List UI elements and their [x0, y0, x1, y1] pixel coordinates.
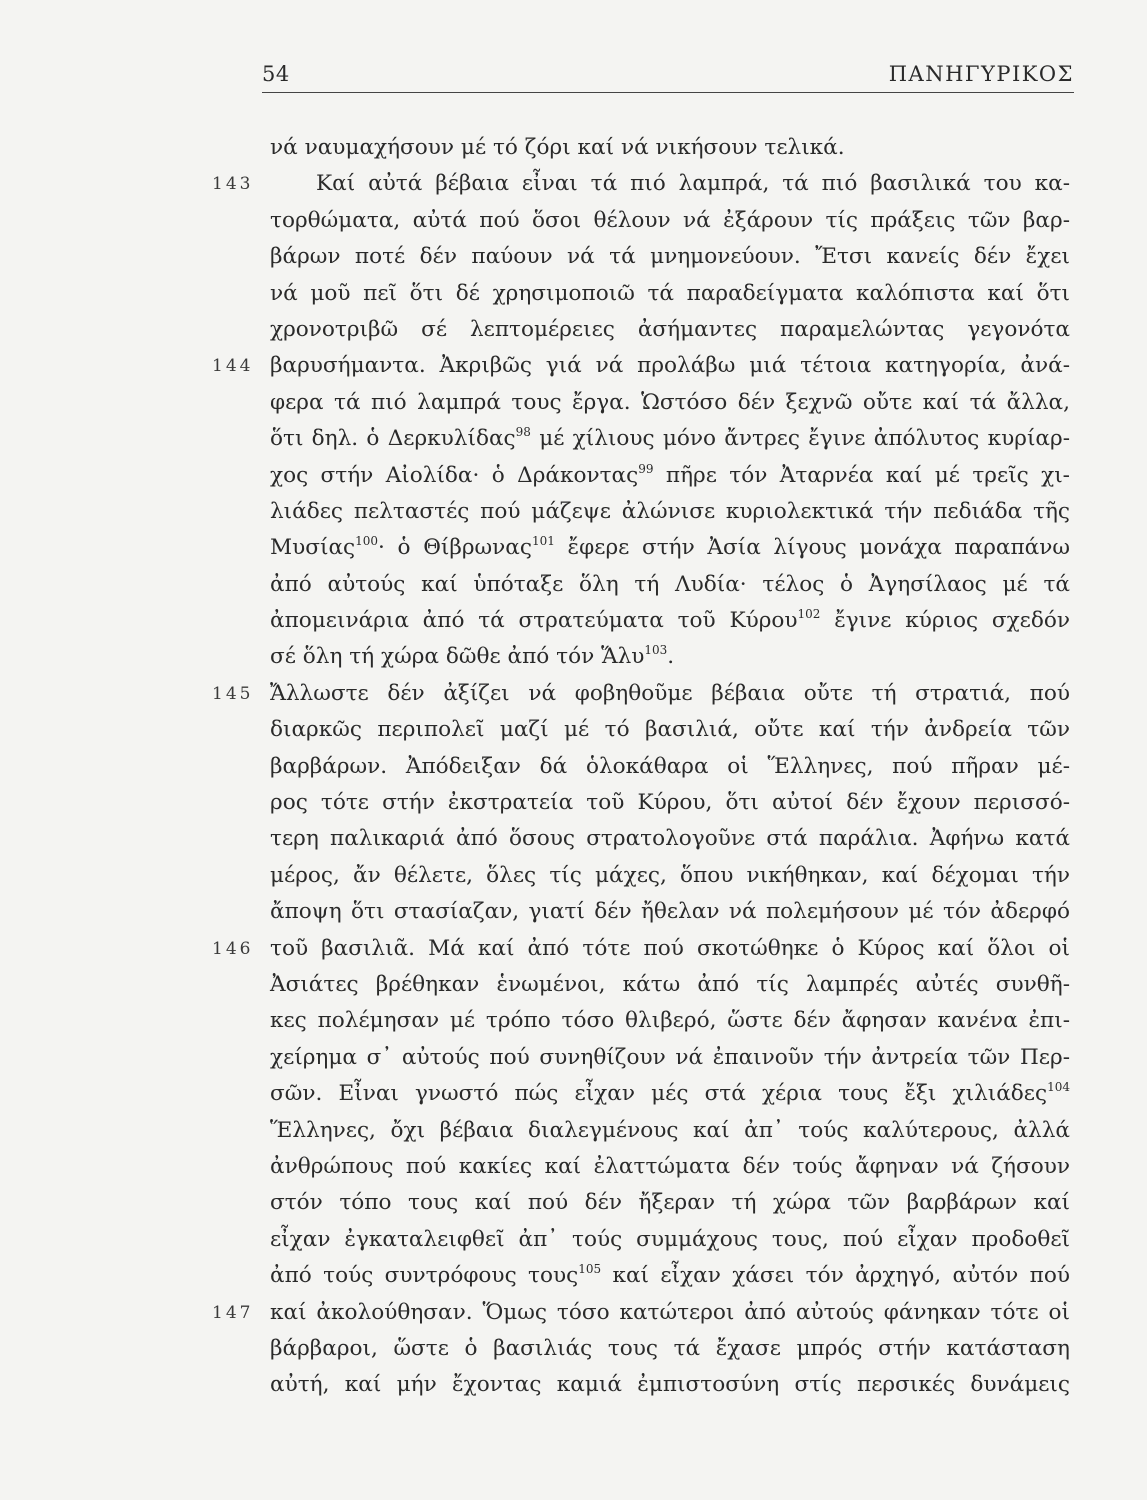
text-segment: χρονοτριβῶ σέ λεπτομέρειες ἀσήμαντες παραμελώντας γεγονότα — [270, 316, 1070, 342]
text-segment: σέ ὅλη τή χώρα δῶθε ἀπό τόν Ἅλυ — [270, 644, 645, 670]
text-segment: τερη παλικαριά ἀπό ὅσους στρατολογοῦνε στά παράλια. Ἀφήνω κατά — [270, 826, 1070, 852]
text-line — [270, 712, 1070, 748]
text-line — [270, 1076, 1070, 1112]
text-line — [270, 858, 1070, 894]
text-segment: βαρυσήμαντα. Ἀκριβῶς γιά νά προλάβω μιά τέτοια κατηγορία, ἀνά- — [270, 353, 1070, 379]
text-line — [212, 166, 1070, 202]
footnote-ref: 101 — [531, 534, 555, 549]
text-line — [212, 931, 1070, 967]
text-line — [212, 348, 1070, 384]
footnote-ref: 102 — [797, 607, 821, 622]
text-line — [270, 567, 1070, 603]
text-segment: αὐτή, καί μήν ἔχοντας καμιά ἐμπιστοσύνη στίς περσικές δυνάμεις — [270, 1372, 1070, 1398]
text-segment: εἶχαν ἐγκαταλειφθεῖ ἀπ᾽ τούς συμμάχους τους, πού εἶχαν προδοθεῖ — [270, 1226, 1070, 1252]
text-segment: ἔγινε κύριος σχεδόν — [820, 608, 1071, 634]
text-line — [270, 130, 1070, 166]
text-segment: τοῦ βασιλιᾶ. Μά καί ἀπό τότε πού σκοτώθηκε ὁ Κύρος καί ὅλοι οἱ — [270, 935, 1070, 961]
text-segment: λιάδες πελταστές πού μάζεψε ἀλώνισε κυριολεκτικά τήν πεδιάδα τῆς — [270, 498, 1070, 524]
text-segment: μέ χίλιους μόνο ἄντρες ἔγινε ἀπόλυτος κυρίαρ- — [530, 426, 1070, 452]
text-segment: ἔφερε στήν Ἀσία λίγους μονάχα παραπάνω — [554, 535, 1070, 561]
text-segment: Μυσίας — [270, 535, 356, 561]
footnote-ref: 105 — [578, 1262, 602, 1277]
text-line — [212, 676, 1070, 712]
text-line — [270, 276, 1070, 312]
text-segment: Ἀσιάτες βρέθηκαν ἑνωμένοι, κάτω ἀπό τίς λαμπρές αὐτές συνθῆ- — [270, 971, 1070, 997]
text-line — [270, 203, 1070, 239]
text-segment: πῆρε τόν Ἀταρνέα καί μέ τρεῖς χι- — [653, 462, 1070, 488]
text-segment: Ἕλληνες, ὄχι βέβαια διαλεγμένους καί ἀπ᾽ τούς καλύτερους, ἀλλά — [270, 1117, 1070, 1143]
page-header — [262, 58, 1074, 93]
text-segment: . — [667, 644, 675, 670]
text-line — [270, 603, 1070, 639]
section-number: 143 — [212, 174, 254, 195]
text-line — [270, 385, 1070, 421]
section-number: 147 — [212, 1302, 254, 1323]
text-line — [212, 1295, 1070, 1331]
text-line — [270, 1003, 1070, 1039]
running-title: ΠΑΝΗΓΥΡΙΚΟΣ — [888, 62, 1074, 86]
text-segment: νά μοῦ πεῖ ὅτι δέ χρησιμοποιῶ τά παραδείγματα καλόπιστα καί ὅτι — [270, 280, 1070, 306]
text-line — [270, 530, 1070, 566]
text-line — [270, 1185, 1070, 1221]
section-number: 145 — [212, 683, 254, 704]
text-line — [270, 967, 1070, 1003]
text-line — [270, 1149, 1070, 1185]
body-text — [212, 130, 1071, 1404]
text-segment: μέρος, ἄν θέλετε, ὅλες τίς μάχες, ὅπου νικήθηκαν, καί δέχομαι τήν — [270, 862, 1070, 888]
section-number: 146 — [212, 938, 254, 959]
text-line — [270, 785, 1070, 821]
text-segment: ρος τότε στήν ἐκστρατεία τοῦ Κύρου, ὅτι αὐτοί δέν ἔχουν περισσό- — [270, 790, 1070, 816]
text-line — [270, 421, 1070, 457]
text-line — [270, 1258, 1070, 1294]
text-line — [270, 821, 1070, 857]
text-line — [270, 458, 1070, 494]
section-number: 144 — [212, 356, 254, 377]
text-segment: Ἄλλωστε δέν ἀξίζει νά φοβηθοῦμε βέβαια οὔτε τή στρατιά, πού — [270, 680, 1070, 706]
text-segment: ὅτι δηλ. ὁ Δερκυλίδας — [270, 426, 516, 452]
text-segment: ἀπό τούς συντρόφους τους — [270, 1263, 579, 1289]
text-segment: καί εἶχαν χάσει τόν ἀρχηγό, αὐτόν πού — [601, 1263, 1070, 1289]
text-line — [270, 1040, 1070, 1076]
text-line — [270, 1113, 1070, 1149]
footnote-ref: 104 — [1047, 1080, 1070, 1095]
footnote-ref: 100 — [355, 534, 379, 549]
text-segment: Καί αὐτά βέβαια εἶναι τά πιό λαμπρά, τά πιό βασιλικά του κα- — [316, 171, 1070, 197]
text-segment: ἀπό αὐτούς καί ὑπόταξε ὅλη τή Λυδία· τέλος ὁ Ἀγησίλαος μέ τά — [270, 571, 1070, 597]
footnote-ref: 103 — [644, 643, 668, 658]
text-segment: καί ἀκολούθησαν. Ὅμως τόσο κατώτεροι ἀπό αὐτούς φάνηκαν τότε οἱ — [270, 1299, 1070, 1325]
text-segment: στόν τόπο τους καί πού δέν ἤξεραν τή χώρα τῶν βαρβάρων καί — [270, 1190, 1070, 1216]
text-line — [270, 1222, 1070, 1258]
text-segment: βάρων ποτέ δέν παύουν νά τά μνημονεύουν. Ἔτσι κανείς δέν ἔχει — [270, 244, 1070, 270]
text-segment: ἄποψη ὅτι στασίαζαν, γιατί δέν ἤθελαν νά πολεμήσουν μέ τόν ἀδερφό — [270, 899, 1070, 925]
text-line — [270, 749, 1070, 785]
text-segment: βάρβαροι, ὥστε ὁ βασιλιάς τους τά ἔχασε μπρός στήν κατάσταση — [270, 1335, 1070, 1361]
text-line — [270, 894, 1070, 930]
text-segment: χείρημα σ᾽ αὐτούς πού συνηθίζουν νά ἐπαινοῦν τήν ἀντρεία τῶν Περ- — [270, 1044, 1070, 1070]
text-segment: ἀνθρώπους πού κακίες καί ἐλαττώματα δέν τούς ἄφηναν νά ζήσουν — [270, 1153, 1070, 1179]
text-segment: φερα τά πιό λαμπρά τους ἔργα. Ὡστόσο δέν ξεχνῶ οὔτε καί τά ἄλλα, — [270, 389, 1070, 415]
text-segment: · ὁ Θίβρωνας — [378, 535, 532, 561]
text-line — [270, 312, 1070, 348]
text-line — [270, 494, 1070, 530]
footnote-ref: 99 — [638, 461, 654, 476]
text-line — [270, 639, 1070, 675]
text-segment: διαρκῶς περιπολεῖ μαζί μέ τό βασιλιά, οὔτε καί τήν ἀνδρεία τῶν — [270, 717, 1070, 743]
text-segment: κες πολέμησαν μέ τρόπο τόσο θλιβερό, ὥστε δέν ἄφησαν κανένα ἐπι- — [270, 1008, 1070, 1034]
text-segment: σῶν. Εἶναι γνωστό πώς εἶχαν μές στά χέρια τους ἔξι χιλιάδες — [270, 1081, 1048, 1107]
text-segment: νά ναυμαχήσουν μέ τό ζόρι καί νά νικήσουν τελικά. — [270, 135, 845, 160]
text-segment: ἀπομεινάρια ἀπό τά στρατεύματα τοῦ Κύρου — [270, 608, 798, 634]
text-segment: βαρβάρων. Ἀπόδειξαν δά ὁλοκάθαρα οἱ Ἕλληνες, πού πῆραν μέ- — [270, 753, 1070, 779]
text-segment: χος στήν Αἰολίδα· ὁ Δράκοντας — [270, 462, 639, 488]
footnote-ref: 98 — [515, 425, 531, 440]
text-line — [270, 1367, 1070, 1403]
text-line — [270, 1331, 1070, 1367]
page-number: 54 — [262, 62, 290, 86]
text-segment: τορθώματα, αὐτά πού ὅσοι θέλουν νά ἐξάρουν τίς πράξεις τῶν βαρ- — [270, 207, 1070, 233]
text-line — [270, 239, 1070, 275]
